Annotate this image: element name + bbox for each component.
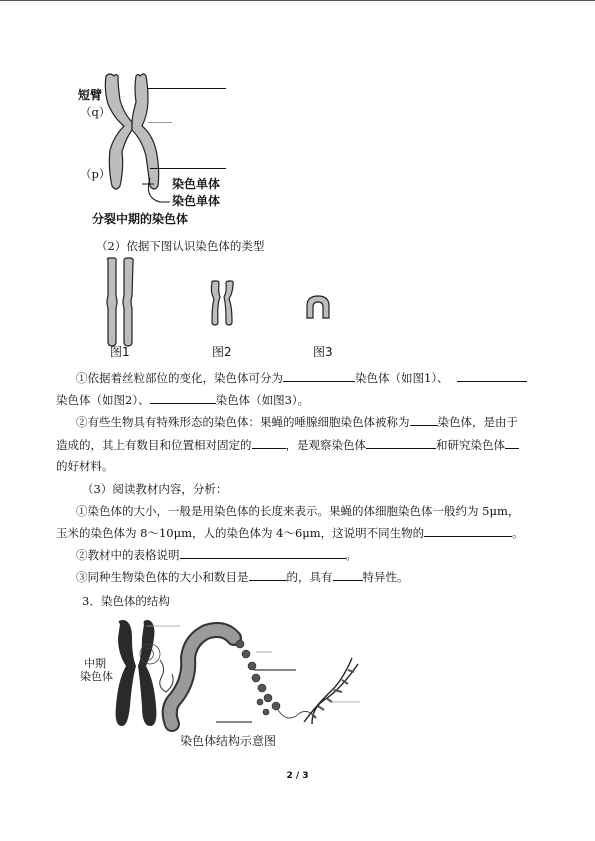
q-arm-label: （q） <box>80 105 111 119</box>
section-3-heading: （3）阅读教材内容，分析： <box>82 482 228 496</box>
fig3-caption: 图3 <box>313 345 333 359</box>
answer-blank[interactable] <box>180 547 346 559</box>
size-paragraph-1: ①染色体的大小，一般是用染色体的长度来表示。果蝇的体细胞染色体一般约为 5μm， <box>76 504 520 518</box>
answer-blank[interactable] <box>505 437 519 449</box>
types-question-cont: 染色体（如图2）、 染色体（如图3）。 <box>56 393 310 407</box>
p-arm-label: （p） <box>80 167 111 181</box>
metaphase-caption: 分裂中期的染色体 <box>92 212 189 226</box>
short-arm-label: 短臂 <box>78 88 103 102</box>
answer-blank[interactable] <box>410 414 438 426</box>
size-paragraph-2: 玉米的染色体为 8～10μm，人的染色体为 4～6μm，这说明不同生物的 。 <box>56 526 524 540</box>
special-chromosome-question-cont: 造成的，其上有数目和位置相对固定的 ，是观察染色体 和研究染色体 <box>56 437 519 453</box>
types-question: ①依据着丝粒部位的变化，染色体可分为 染色体（如图1）、 <box>76 370 527 386</box>
fig2-caption: 图2 <box>212 345 232 359</box>
section-2-heading: （2）依据下图认识染色体的类型 <box>96 239 265 253</box>
answer-line <box>150 168 226 169</box>
table-question: ②教材中的表格说明 。 <box>76 548 357 562</box>
answer-blank[interactable] <box>366 437 436 449</box>
answer-blank[interactable] <box>252 437 286 449</box>
page-number: 2 / 3 <box>286 771 309 781</box>
answer-blank[interactable] <box>150 392 216 404</box>
leader-line <box>148 122 172 123</box>
chromatid-label-2: 染色单体 <box>172 194 221 208</box>
structure-illustration <box>106 618 376 736</box>
structure-caption: 染色体结构示意图 <box>180 734 277 748</box>
answer-line <box>148 88 226 89</box>
answer-blank[interactable] <box>283 370 355 382</box>
special-chromosome-question-end: 的好材料。 <box>56 459 114 473</box>
telocentric-chromosome <box>304 294 332 320</box>
answer-blank[interactable] <box>249 569 287 581</box>
metaphase-label-line2: 染色体 <box>80 670 113 683</box>
submetacentric-chromosome <box>206 280 238 326</box>
special-chromosome-question: ②有些生物具有特殊形态的染色体：果蝇的唾腺细胞染色体被称为 染色体，是由于 <box>76 415 518 429</box>
chromatid-label-1: 染色单体 <box>172 177 221 191</box>
answer-blank[interactable] <box>424 525 512 537</box>
specificity-question: ③同种生物染色体的大小和数目是 的，具有 特异性。 <box>76 570 409 584</box>
fig1-caption: 图1 <box>110 345 130 359</box>
metacentric-chromosome <box>100 256 140 348</box>
answer-blank[interactable] <box>333 569 363 581</box>
metaphase-label-line1: 中期 <box>84 657 106 670</box>
structure-heading: 3．染色体的结构 <box>82 594 170 608</box>
answer-blank[interactable] <box>457 370 527 382</box>
page-top-border <box>0 0 595 1</box>
